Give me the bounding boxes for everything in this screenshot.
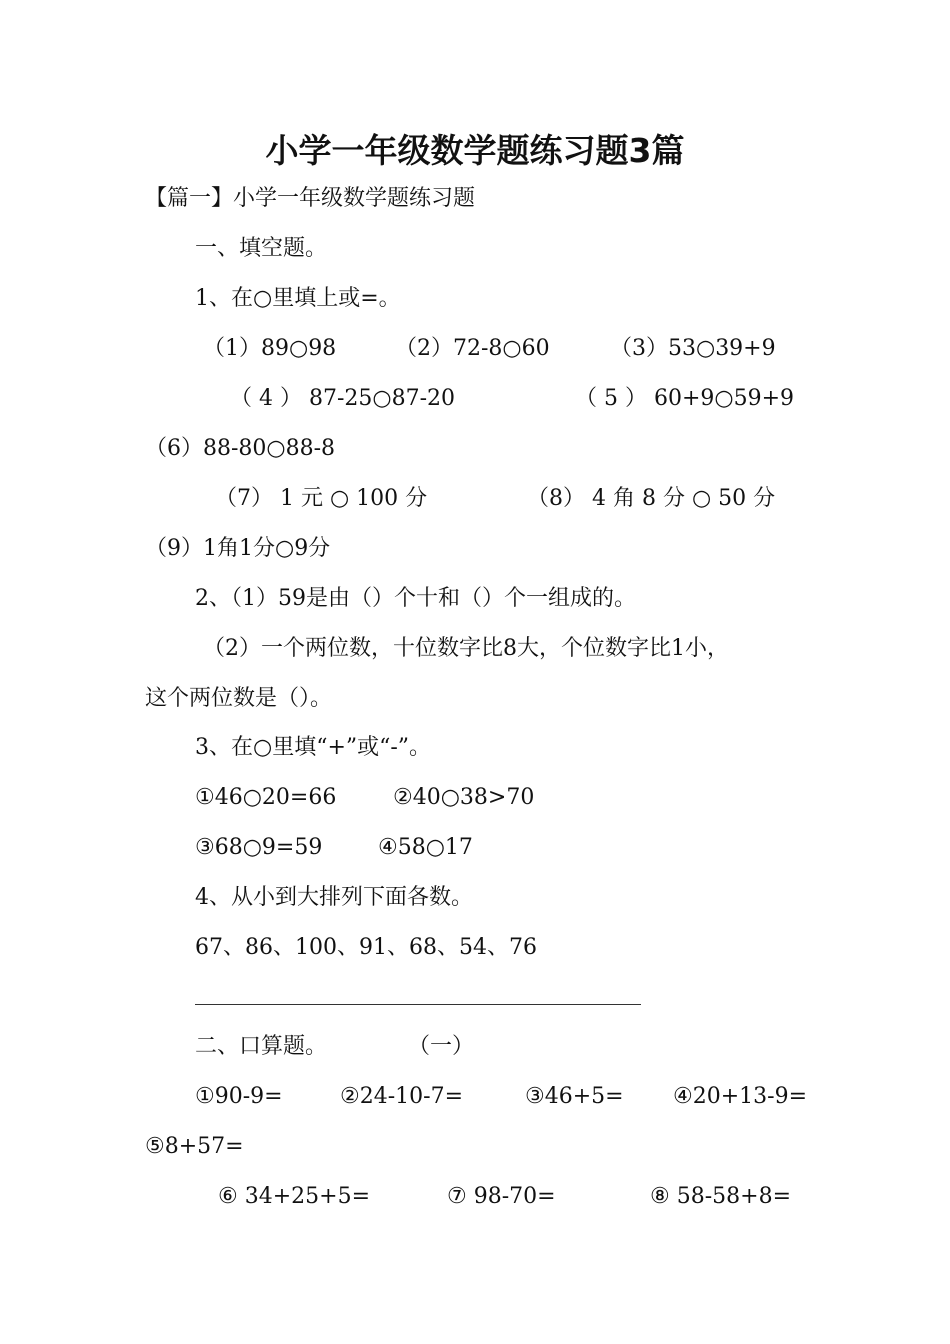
q1-item-3: （3）53○39+9 — [610, 336, 776, 361]
calc-item-8: ⑧ 58-58+8= — [650, 1184, 792, 1209]
q1-item-4: （ 4 ） 87-25○87-20 — [230, 386, 456, 411]
q3-item-4: ④58○17 — [378, 835, 473, 860]
part2-heading: 二、口算题。 — [195, 1034, 328, 1059]
calc-item-5: ⑤8+57= — [145, 1134, 244, 1159]
part2-sub: （一） — [408, 1034, 475, 1059]
q2-part2-line1: （2）一个两位数，十位数字比8大，个位数字比1小， — [203, 636, 729, 661]
q1-item-2: （2）72-8○60 — [395, 336, 550, 361]
part1-heading: 一、填空题。 — [195, 236, 328, 261]
q1-item-7: （7） 1 元 ○ 100 分 — [215, 486, 428, 511]
q1-item-5: （ 5 ） 60+9○59+9 — [575, 386, 795, 411]
q3-item-3: ③68○9=59 — [195, 835, 323, 860]
q1-item-9: （9）1角1分○9分 — [145, 536, 331, 561]
page-title: 小学一年级数学题练习题3篇 — [265, 131, 685, 170]
q1-item-1: （1）89○98 — [203, 336, 337, 361]
calc-item-1: ①90-9= — [195, 1084, 283, 1109]
q1-item-8: （8） 4 角 8 分 ○ 50 分 — [527, 486, 776, 511]
q4-prompt: 4、从小到大排列下面各数。 — [195, 885, 473, 910]
q1-prompt: 1、在○里填上或=。 — [195, 286, 401, 311]
calc-item-4: ④20+13-9= — [673, 1084, 808, 1109]
calc-item-3: ③46+5= — [525, 1084, 624, 1109]
q4-numbers: 67、86、100、91、68、54、76 — [195, 935, 537, 960]
q3-prompt: 3、在○里填“+”或“-”。 — [195, 735, 432, 760]
calc-item-6: ⑥ 34+25+5= — [218, 1184, 371, 1209]
q2-part1: 2、（1）59是由（）个十和（）个一组成的。 — [195, 586, 636, 611]
calc-item-2: ②24-10-7= — [340, 1084, 464, 1109]
section-heading: 【篇一】小学一年级数学题练习题 — [145, 186, 476, 211]
q3-item-1: ①46○20=66 — [195, 785, 337, 810]
calc-item-7: ⑦ 98-70= — [447, 1184, 556, 1209]
q2-part2-line2: 这个两位数是（）。 — [145, 686, 333, 711]
q3-item-2: ②40○38>70 — [393, 785, 535, 810]
answer-line — [195, 1004, 641, 1005]
q1-item-6: （6）88-80○88-8 — [145, 436, 336, 461]
